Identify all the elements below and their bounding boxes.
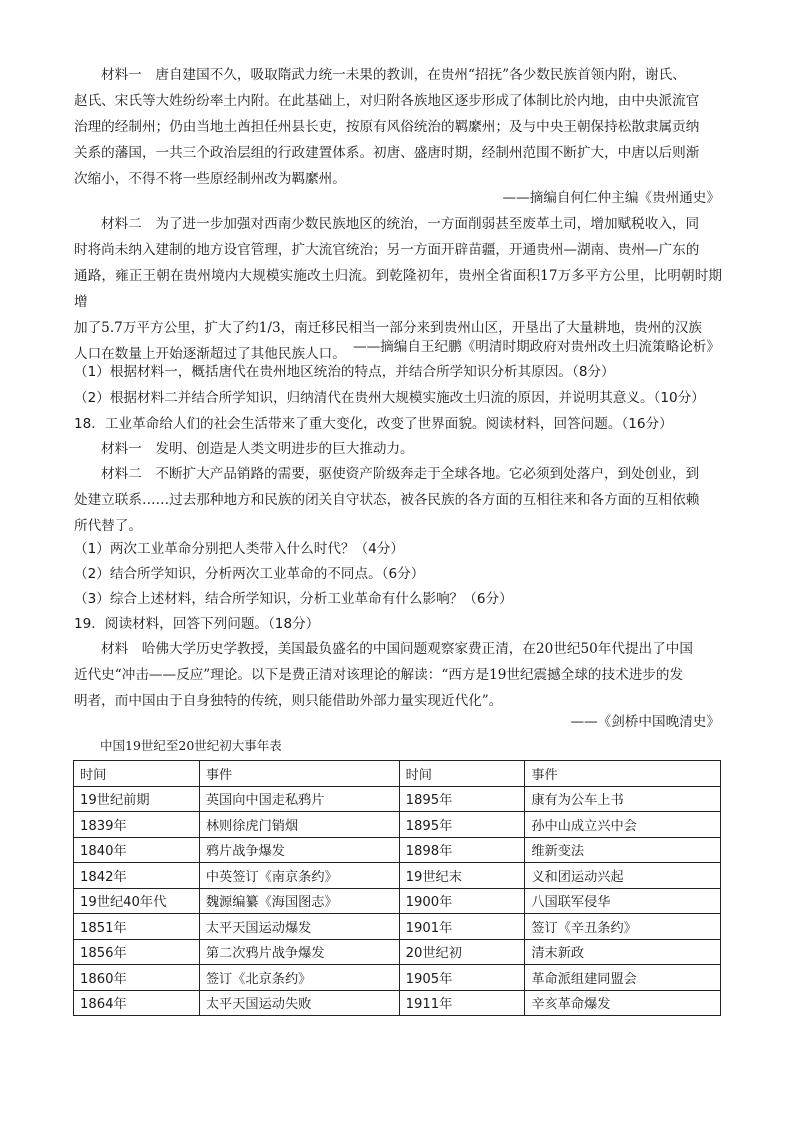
material-18-1 <box>74 436 722 462</box>
cell-time: 1856年 <box>74 939 200 965</box>
cell-event: 魏源编纂《海国图志》 <box>199 888 399 914</box>
cell-event: 维新变法 <box>525 837 721 863</box>
cell-time: 1851年 <box>74 914 200 940</box>
cell-time: 1860年 <box>74 965 200 991</box>
table-row <box>74 837 721 863</box>
question-18-2: （2）结合所学知识，分析两次工业革命的不同点。（6分） <box>74 566 425 582</box>
text-line: 处建立联系……过去那种地方和民族的闭关自守状态，被各民族的各方面的互相往来和各方面的互相依赖 <box>74 492 700 508</box>
question-18-1: （1）两次工业革命分别把人类带入什么时代？（4分） <box>74 541 404 557</box>
header-event: 事件 <box>525 761 721 787</box>
text-line: 材料 哈佛大学历史学教授，美国最负盛名的中国问题观察家费正清，在20世纪50年代提出了中国 <box>101 641 693 657</box>
cell-time: 1839年 <box>74 812 200 838</box>
text-line: 通路，雍正王朝在贵州境内大规模实施改土归流。到乾隆初年，贵州全省面积17万多平方公里，比明朝时期增 <box>74 268 722 310</box>
table-row <box>74 863 721 889</box>
cell-time: 19世纪40年代 <box>74 888 200 914</box>
text-line: 材料一 发明、创造是人类文明进步的巨大推动力。 <box>101 441 414 457</box>
text-line: 明者，而中国由于自身独特的传统，则只能借助外部力量实现近代化”。 <box>74 693 503 709</box>
question-18-stem: 18．工业革命给人们的社会生活带来了重大变化，改变了世界面貌。阅读材料，回答问题。（16分） <box>74 416 673 432</box>
cell-event: 第二次鸦片战争爆发 <box>199 939 399 965</box>
table-row <box>74 812 721 838</box>
cell-time: 1864年 <box>74 990 200 1016</box>
question-18-3: （3）综合上述材料，结合所学知识，分析工业革命有什么影响？（6分） <box>74 591 513 607</box>
cell-time: 20世纪初 <box>399 939 525 965</box>
text-line: 关系的藩国，一共三个政治层组的行政建置体系。初唐、盛唐时期，经制州范围不断扩大，中唐以后则渐 <box>74 145 700 161</box>
text-line: 加了5.7万平方公里，扩大了约1/3，南迁移民相当一部分来到贵州山区，开垦出了大量耕地，贵州的汉族 <box>74 320 703 336</box>
material-18-2-paragraph <box>74 461 722 539</box>
cell-event: 太平天国运动失败 <box>199 990 399 1016</box>
events-table <box>73 760 721 1016</box>
cell-event: 清末新政 <box>525 939 721 965</box>
cell-time: 19世纪末 <box>399 863 525 889</box>
material-17-1-source: ——摘编自何仁仲主编《贵州通史》 <box>502 190 720 206</box>
cell-time: 19世纪前期 <box>74 786 200 812</box>
cell-time: 1840年 <box>74 837 200 863</box>
cell-time: 1842年 <box>74 863 200 889</box>
table-row <box>74 914 721 940</box>
header-time: 时间 <box>399 761 525 787</box>
text-line: 所代替了。 <box>74 518 142 534</box>
material-19-paragraph <box>74 636 722 714</box>
question-17-2: （2）根据材料二并结合所学知识，归纳清代在贵州大规模实施改土归流的原因，并说明其意义。（10分） <box>74 390 705 406</box>
cell-event: 林则徐虎门销烟 <box>199 812 399 838</box>
text-line: 时将尚未纳入建制的地方设官管理，扩大流官统治；另一方面开辟苗疆，开通贵州—湖南、贵州—广东的 <box>74 242 700 258</box>
cell-event: 签订《北京条约》 <box>199 965 399 991</box>
text-line: 治理的经制州；仍由当地土酋担任州县长吏，按原有风俗统治的羁縻州；及与中央王朝保持松散隶属贡纳 <box>74 119 700 135</box>
material-19-source: ——《剑桥中国晚清史》 <box>570 714 720 730</box>
cell-time: 1901年 <box>399 914 525 940</box>
text-line: 人口在数量上开始逐渐超过了其他民族人口。 <box>74 346 346 362</box>
table-row <box>74 888 721 914</box>
cell-event: 八国联军侵华 <box>525 888 721 914</box>
text-line: 材料一 唐自建国不久，吸取隋武力统一未果的教训，在贵州“招抚”各少数民族首领内附，谢氏、 <box>101 67 686 83</box>
text-line: 材料二 不断扩大产品销路的需要，驱使资产阶级奔走于全球各地。它必须到处落户，到处创业，到 <box>101 466 700 482</box>
table-row <box>74 939 721 965</box>
material-17-2-source: ——摘编自王纪鹏《明清时期政府对贵州改土归流策略论析》 <box>352 339 720 355</box>
table-row <box>74 786 721 812</box>
cell-event: 辛亥革命爆发 <box>525 990 721 1016</box>
header-event: 事件 <box>199 761 399 787</box>
header-time: 时间 <box>74 761 200 787</box>
text-line: 赵氏、宋氏等大姓纷纷率土内附。在此基础上，对归附各族地区逐步形成了体制比於内地，由中央派流官 <box>74 93 700 109</box>
cell-time: 1895年 <box>399 812 525 838</box>
cell-time: 1911年 <box>399 990 525 1016</box>
cell-event: 革命派组建同盟会 <box>525 965 721 991</box>
material-17-1-paragraph <box>74 62 722 192</box>
table-caption: 中国19世纪至20世纪初大事年表 <box>100 738 282 753</box>
cell-time: 1895年 <box>399 786 525 812</box>
cell-event: 孙中山成立兴中会 <box>525 812 721 838</box>
question-19-stem: 19．阅读材料，回答下列问题。（18分） <box>74 616 320 632</box>
cell-event: 签订《辛丑条约》 <box>525 914 721 940</box>
question-17-1: （1）根据材料一，概括唐代在贵州地区统治的特点，并结合所学知识分析其原因。（8分） <box>74 364 615 380</box>
table-header-row <box>74 761 721 787</box>
cell-event: 英国向中国走私鸦片 <box>199 786 399 812</box>
text-line: 材料二 为了进一步加强对西南少数民族地区的统治，一方面削弱甚至废革土司，增加赋税收入，同 <box>101 216 700 232</box>
cell-event: 义和团运动兴起 <box>525 863 721 889</box>
cell-time: 1898年 <box>399 837 525 863</box>
cell-event: 鸦片战争爆发 <box>199 837 399 863</box>
cell-event: 康有为公车上书 <box>525 786 721 812</box>
text-line: 次缩小，不得不将一些原经制州改为羁縻州。 <box>74 171 346 187</box>
text-line: 近代史“冲击——反应”理论。以下是费正清对该理论的解读：“西方是19世纪震撼全球的技术进步的发 <box>74 667 684 683</box>
table-row <box>74 965 721 991</box>
table-row <box>74 990 721 1016</box>
cell-time: 1900年 <box>399 888 525 914</box>
cell-time: 1905年 <box>399 965 525 991</box>
cell-event: 中英签订《南京条约》 <box>199 863 399 889</box>
cell-event: 太平天国运动爆发 <box>199 914 399 940</box>
